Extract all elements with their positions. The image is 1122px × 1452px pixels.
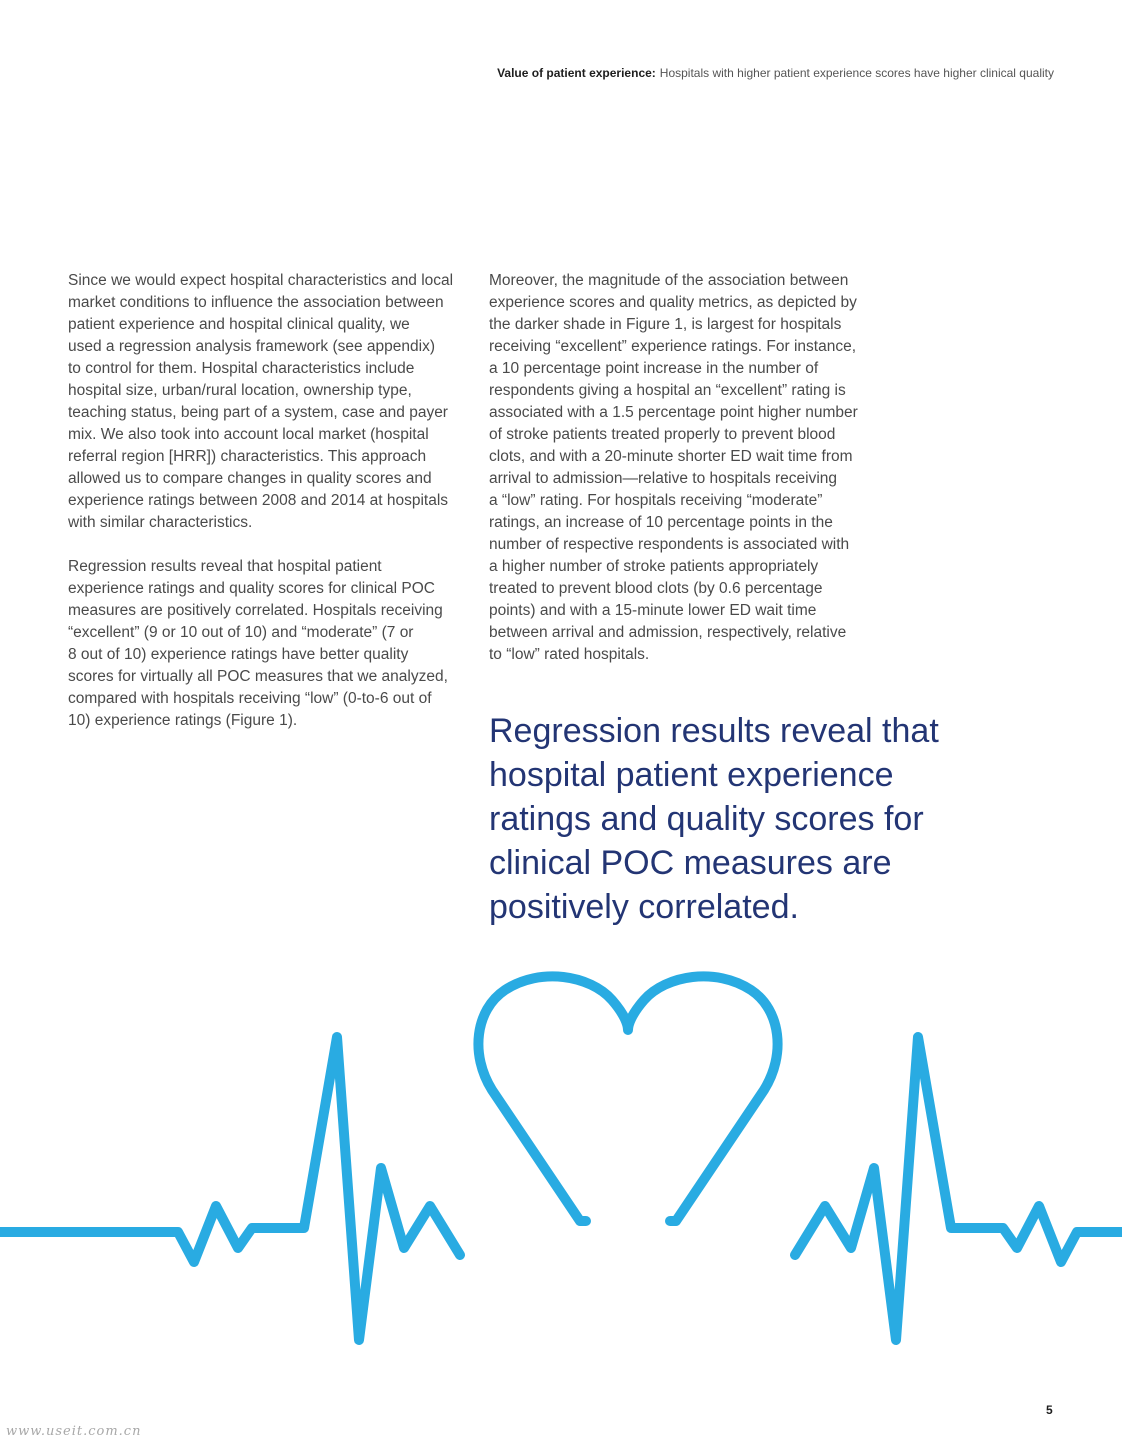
text-line: mix. We also took into account local market (hospital	[68, 426, 429, 443]
text-line: number of respective respondents is associated with	[489, 536, 850, 553]
text-line: market conditions to influence the association between	[68, 294, 444, 311]
pull-quote	[489, 709, 939, 929]
text-line: receiving “excellent” experience ratings. For instance,	[489, 338, 857, 355]
pull-quote-line: positively correlated.	[489, 888, 799, 926]
text-line: between arrival and admission, respectively, relative	[489, 624, 847, 641]
text-line: 8 out of 10) experience ratings have better quality	[68, 646, 409, 663]
text-line: patient experience and hospital clinical quality, we	[68, 316, 410, 333]
text-line: treated to prevent blood clots (by 0.6 percentage	[489, 580, 823, 597]
ecg-line-left	[0, 1037, 460, 1340]
text-line: Since we would expect hospital characteristics and local	[68, 272, 454, 289]
text-line: “excellent” (9 or 10 out of 10) and “moderate” (7 or	[68, 624, 414, 641]
text-line: compared with hospitals receiving “low” (0-to-6 out of	[68, 690, 432, 707]
text-line: referral region [HRR]) characteristics. This approach	[68, 448, 427, 465]
text-line: scores for virtually all POC measures that we analyzed,	[68, 668, 448, 685]
text-line: clots, and with a 20-minute shorter ED wait time from	[489, 448, 853, 465]
page-number: 5	[1046, 1403, 1053, 1417]
left-column	[68, 270, 453, 732]
text-line: a higher number of stroke patients appropriately	[489, 558, 819, 575]
ecg-line-right	[795, 1037, 1122, 1340]
pull-quote-line: clinical POC measures are	[489, 844, 892, 882]
running-header	[497, 64, 1054, 82]
text-line: associated with a 1.5 percentage point higher number	[489, 404, 858, 421]
text-line: allowed us to compare changes in quality scores and	[68, 470, 432, 487]
text-line: to “low” rated hospitals.	[489, 646, 650, 663]
text-line: ratings, an increase of 10 percentage points in the	[489, 514, 833, 531]
paragraph-regression-framework	[68, 270, 453, 534]
text-line: experience scores and quality metrics, as depicted by	[489, 294, 857, 311]
pull-quote-line: ratings and quality scores for	[489, 800, 924, 838]
heart-outline	[478, 976, 777, 1221]
text-line: of stroke patients treated properly to prevent blood	[489, 426, 836, 443]
pull-quote-line: hospital patient experience	[489, 756, 894, 794]
text-line: Moreover, the magnitude of the association between	[489, 272, 849, 289]
paragraph-regression-results	[68, 556, 453, 732]
text-line: used a regression analysis framework (see appendix)	[68, 338, 436, 355]
right-column	[489, 270, 858, 666]
text-line: teaching status, being part of a system, case and payer	[68, 404, 448, 421]
text-line: points) and with a 15-minute lower ED wait time	[489, 602, 817, 619]
text-line: 10) experience ratings (Figure 1).	[68, 712, 298, 729]
header-subtitle: Hospitals with higher patient experience scores have higher clinical quality	[659, 66, 1054, 80]
text-line: hospital size, urban/rural location, ownership type,	[68, 382, 412, 399]
text-line: the darker shade in Figure 1, is largest for hospitals	[489, 316, 842, 333]
text-line: measures are positively correlated. Hospitals receiving	[68, 602, 443, 619]
text-line: arrival to admission—relative to hospitals receiving	[489, 470, 838, 487]
text-line: experience ratings and quality scores for clinical POC	[68, 580, 436, 597]
text-line: to control for them. Hospital characteristics include	[68, 360, 415, 377]
text-line: a “low” rating. For hospitals receiving “moderate”	[489, 492, 823, 509]
text-line: Regression results reveal that hospital patient	[68, 558, 382, 575]
paragraph-magnitude-of-association	[489, 270, 858, 666]
text-line: a 10 percentage point increase in the number of	[489, 360, 819, 377]
text-line: experience ratings between 2008 and 2014 at hospitals	[68, 492, 449, 509]
watermark: www.useit.com.cn	[6, 1424, 142, 1439]
pull-quote-line: Regression results reveal that	[489, 712, 939, 750]
text-line: respondents giving a hospital an “excellent” rating is	[489, 382, 846, 399]
text-line: with similar characteristics.	[68, 514, 253, 531]
header-section-title: Value of patient experience:	[497, 66, 656, 80]
